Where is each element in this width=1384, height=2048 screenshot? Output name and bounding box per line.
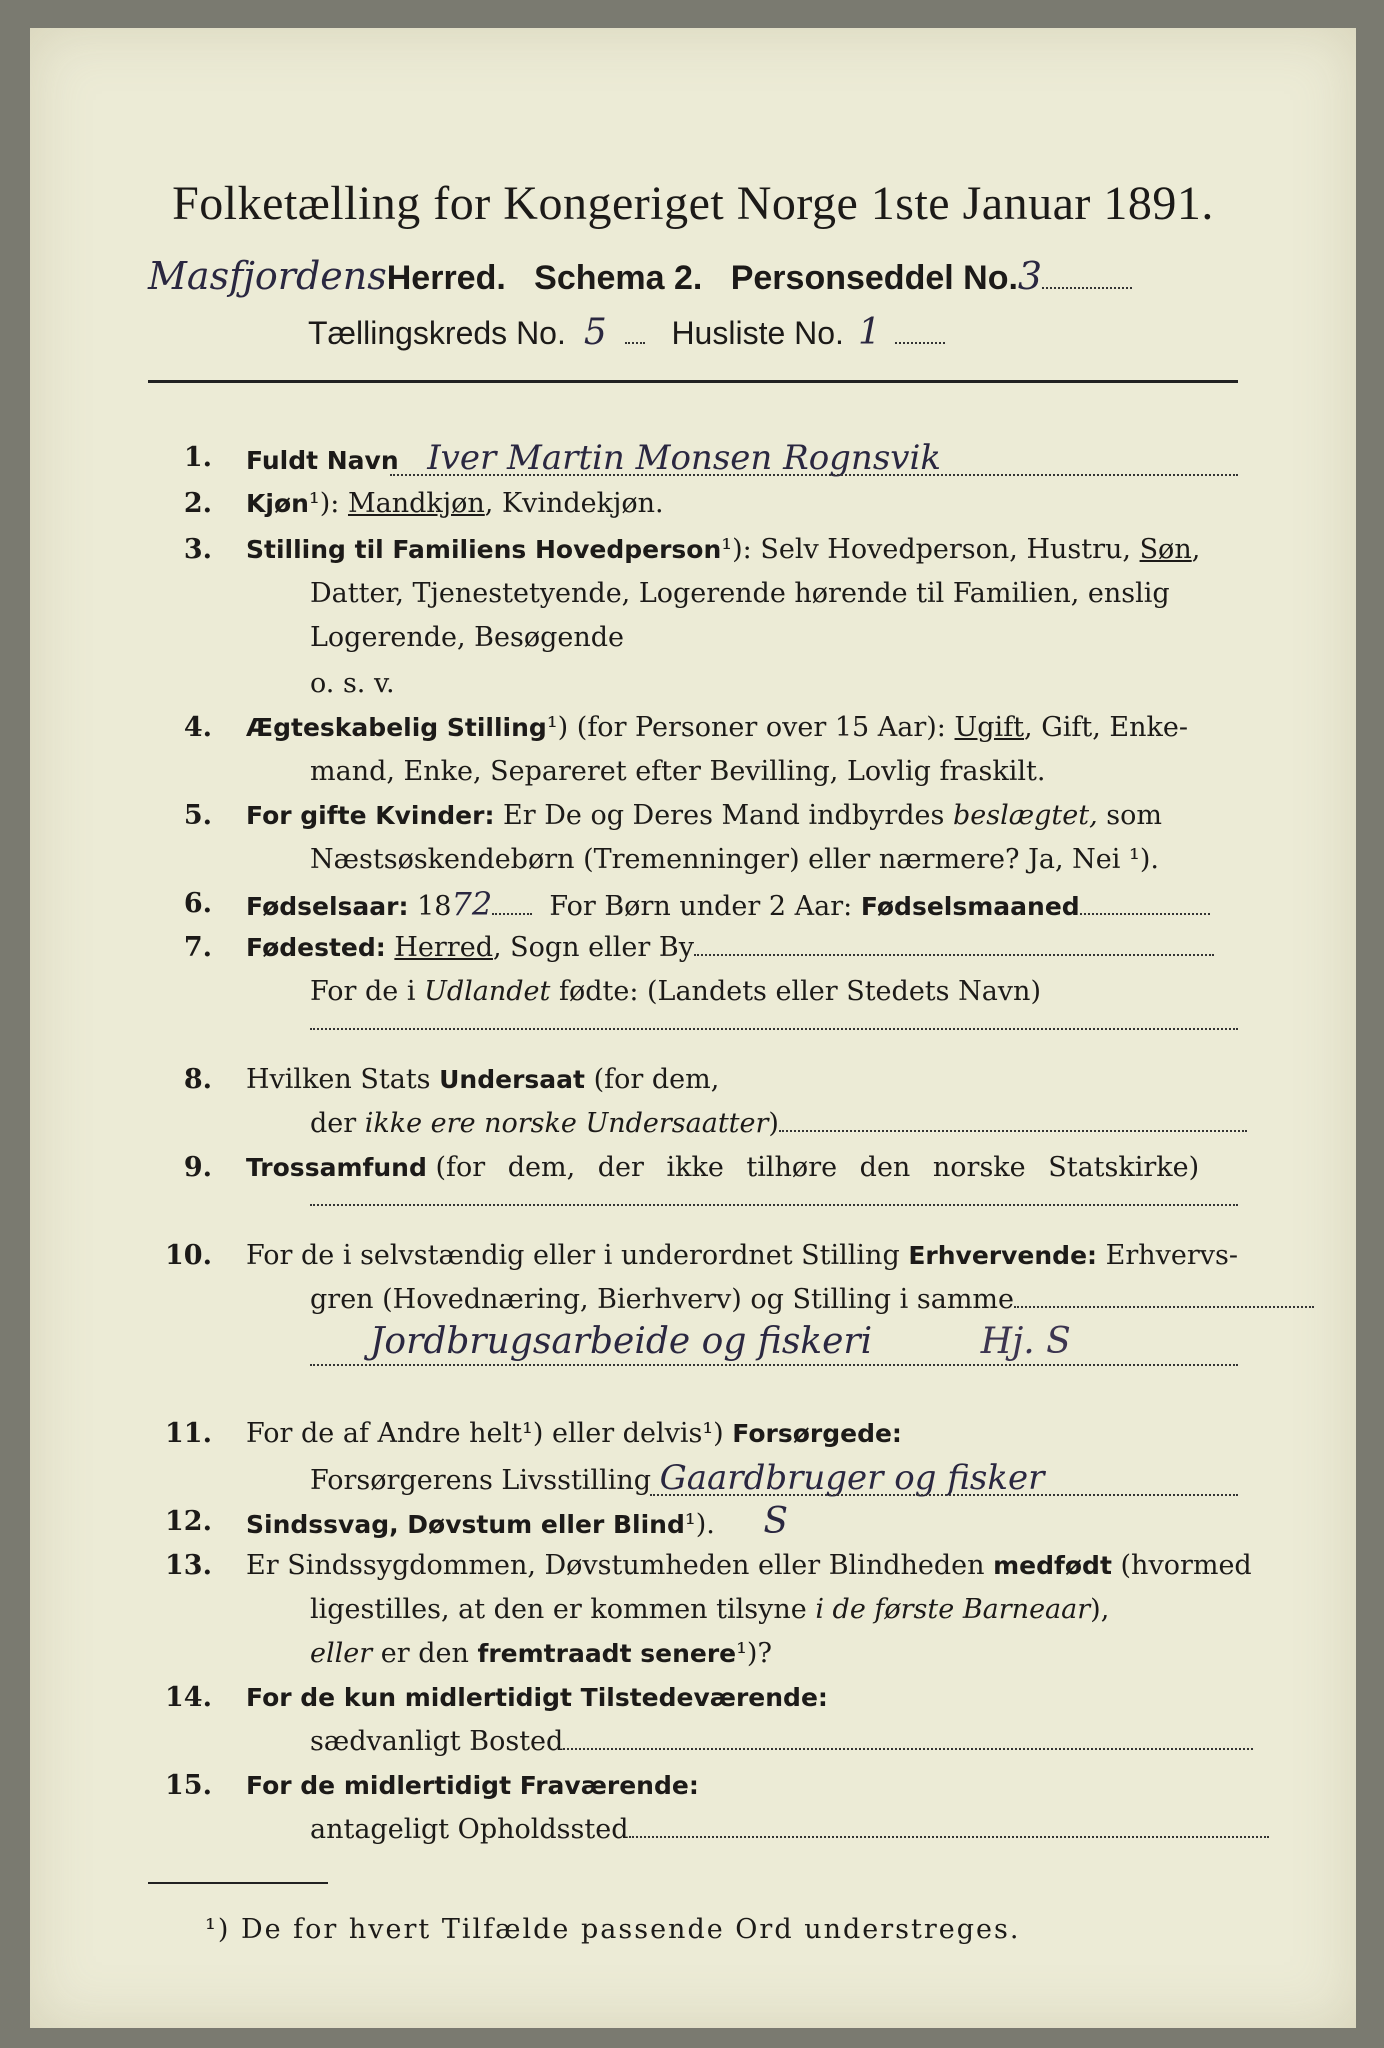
- item-number: 5.: [183, 800, 212, 831]
- kreds-label: Tællingskreds No.: [308, 315, 566, 351]
- birth-month-label: Fødselsmaaned: [860, 892, 1080, 921]
- dotted-fill: [779, 1112, 1247, 1132]
- item-12: [246, 1501, 789, 1542]
- item-11-line2: [310, 1458, 1045, 1498]
- provider-occupation-label: Forsørgerens Livsstilling: [310, 1465, 652, 1496]
- sex-option-male: Mandkjøn: [347, 488, 485, 519]
- birthplace-options: , Sogn eller By: [492, 932, 694, 963]
- temporary-present-label: For de kun midlertidigt Tilstedeværende:: [246, 1683, 828, 1712]
- sex-option-female: , Kvindekjøn.: [484, 488, 664, 519]
- married-women-question: Er De og Deres Mand indbyrdes: [503, 800, 945, 831]
- full-name-answer: Iver Martin Monsen Rognsvik: [427, 438, 941, 478]
- item-14-line2: [310, 1726, 1253, 1758]
- dependent-label: Forsørgede:: [732, 1419, 902, 1448]
- abroad-text: For de i: [310, 976, 416, 1007]
- dotted-fill: [390, 474, 1238, 476]
- birth-year-answer: 72: [451, 885, 493, 923]
- item-11: [246, 1418, 902, 1450]
- form-title: Folketælling for Kongeriget Norge 1ste Januar 1891.: [172, 177, 1214, 230]
- abroad-italic: Udlandet: [424, 976, 551, 1007]
- item-15: [246, 1770, 699, 1802]
- item-3-line3: Logerende, Besøgende: [310, 622, 624, 653]
- dotted-fill: [1014, 1288, 1314, 1308]
- item-8-line2: der ikke ere norske Undersaatter): [310, 1108, 1247, 1140]
- citizenship-italic: ikke ere norske Undersaatter: [364, 1108, 769, 1139]
- provider-occupation-answer: Gaardbruger og fisker: [659, 1458, 1045, 1498]
- temporary-absent-label: For de midlertidigt Fraværende:: [246, 1771, 699, 1800]
- item-13-line2: ligestilles, at den er kommen tilsyne i de første Barneaar),: [310, 1594, 1110, 1625]
- item-4-line2: mand, Enke, Separeret efter Bevilling, Lovlig fraskilt.: [310, 756, 1046, 787]
- religion-label: Trossamfund: [246, 1153, 427, 1182]
- later-onset-label: fremtraadt senere: [477, 1639, 737, 1668]
- footnote-ref: ¹):: [721, 534, 752, 565]
- item-10-line3: [310, 1321, 1071, 1362]
- item-4: [246, 712, 1188, 744]
- item-8: [246, 1064, 719, 1096]
- item-number: 14.: [165, 1682, 212, 1713]
- item-9: [246, 1152, 1199, 1184]
- birthplace-label: Fødested:: [246, 933, 386, 962]
- marital-status-note: (for Personer over 15 Aar):: [576, 712, 946, 743]
- item-5-line2: Næstsøskendebørn (Tremenninger) eller nærmere? Ja, Nei ¹).: [310, 844, 1159, 875]
- birth-year-label: Fødselsaar:: [246, 892, 409, 921]
- congenital-text-3: ligestilles, at den er kommen tilsyne: [310, 1594, 807, 1625]
- item-number: 12.: [165, 1506, 212, 1537]
- dotted-fill: [563, 1730, 1253, 1750]
- item-number: 4.: [183, 712, 212, 743]
- dependent-text: For de af Andre helt: [246, 1418, 523, 1449]
- citizenship-text-2: (for dem,: [593, 1064, 720, 1095]
- item-number: 11.: [165, 1418, 212, 1449]
- married-women-label: For gifte Kvinder:: [246, 801, 495, 830]
- married-women-text: som: [1106, 800, 1162, 831]
- birthplace-herred: Herred: [394, 932, 493, 963]
- birth-month-note: For Børn under 2 Aar:: [549, 891, 853, 922]
- occupation-answer: Jordbrugsarbeide og fiskeri: [370, 1321, 873, 1362]
- item-number: 15.: [165, 1770, 212, 1801]
- dotted-fill: [625, 324, 645, 344]
- dotted-fill: [492, 895, 532, 915]
- occupation-code: Hj. S: [980, 1321, 1071, 1362]
- congenital-label: medfødt: [993, 1551, 1112, 1580]
- item-number: 1.: [183, 442, 212, 473]
- citizenship-label: Undersaat: [439, 1065, 585, 1094]
- congenital-italic-2: eller: [310, 1638, 373, 1669]
- footnote-ref: ¹).: [684, 1509, 715, 1540]
- occupation-text-2: Erhvervs-: [1105, 1240, 1239, 1271]
- abroad-text-2: fødte: (Landets eller Stedets Navn): [558, 976, 1041, 1007]
- herred-handwritten: Masfjordens: [148, 254, 387, 298]
- item-3: Stilling til Familiens Hovedperson¹): Selv Hovedperson, Hustru, Søn,: [246, 534, 1201, 565]
- kreds-line: [148, 312, 1238, 353]
- item-number: 8.: [183, 1064, 212, 1095]
- full-name-label: Fuldt Navn: [246, 446, 399, 475]
- congenital-italic: i de første Barneaar: [815, 1594, 1091, 1625]
- occupation-text: For de i selvstændig eller i underordnet Stilling: [246, 1240, 900, 1271]
- item-6: [246, 885, 1210, 923]
- sex-label: Kjøn: [246, 489, 309, 518]
- birth-year-prefix: 18: [417, 891, 452, 922]
- dotted-fill: [694, 936, 1214, 956]
- personseddel-label: Personseddel No.: [730, 259, 1018, 297]
- marital-status-options: , Gift, Enke-: [1024, 712, 1188, 743]
- item-1: [246, 438, 941, 478]
- item-number: 6.: [183, 888, 212, 919]
- congenital-text-2: (hvormed: [1120, 1550, 1252, 1581]
- item-number: 9.: [183, 1152, 212, 1183]
- usual-residence-label: sædvanligt Bosted: [310, 1726, 564, 1757]
- item-number: 3.: [183, 534, 212, 565]
- item-10: [246, 1240, 1238, 1272]
- marital-status-unmarried: Ugift: [954, 712, 1025, 743]
- footnote-ref: ¹): [702, 1418, 724, 1449]
- dotted-fill: [1080, 895, 1210, 915]
- dotted-fill: [895, 324, 945, 344]
- citizenship-text: Hvilken Stats: [246, 1064, 431, 1095]
- dotted-fill: [650, 1494, 1238, 1496]
- congenital-text: Er Sindssygdommen, Døvstumheden eller Blindheden: [246, 1550, 985, 1581]
- occupation-text-3: gren (Hovednæring, Bierhverv) og Stilling i samme: [310, 1284, 1015, 1315]
- citizenship-text-3: der: [310, 1108, 357, 1139]
- census-form: [30, 28, 1356, 2028]
- item-number: 2.: [183, 488, 212, 519]
- item-number: 13.: [165, 1550, 212, 1581]
- husliste-number: 1: [857, 312, 881, 353]
- married-women-related: beslægtet,: [952, 800, 1098, 831]
- item-3-line4: o. s. v.: [310, 668, 395, 699]
- item-number: 10.: [165, 1240, 212, 1271]
- footnote-ref: ¹)?: [736, 1638, 772, 1669]
- item-15-line2: [310, 1814, 1269, 1846]
- item-14: [246, 1682, 828, 1714]
- dotted-fill: [629, 1818, 1269, 1838]
- footnote: ¹) De for hvert Tilfælde passende Ord understreges.: [205, 1914, 1021, 1945]
- footnote-ref: ¹): [522, 1418, 544, 1449]
- item-3-line2: Datter, Tjenestetyende, Logerende hørende til Familien, enslig: [310, 578, 1170, 609]
- husliste-label: Husliste No.: [671, 315, 844, 351]
- occupation-label: Erhvervende:: [908, 1241, 1098, 1270]
- congenital-text-4: er den: [380, 1638, 469, 1669]
- schema-label: Schema 2.: [534, 259, 703, 297]
- family-position-label: Stilling til Familiens Hovedperson: [246, 535, 722, 564]
- footnote-ref: ¹): [546, 712, 569, 743]
- item-13: [246, 1550, 1252, 1582]
- footnote-rule: [148, 1882, 328, 1884]
- dotted-fill: [310, 1028, 1238, 1030]
- marital-status-label: Ægteskabelig Stilling: [246, 713, 547, 742]
- dotted-fill: [1042, 269, 1132, 289]
- personseddel-number: 3: [1017, 254, 1043, 298]
- family-position-options: Selv Hovedperson, Hustru,: [760, 534, 1131, 565]
- item-13-line3: [310, 1638, 772, 1670]
- probable-residence-label: antageligt Opholdssted: [310, 1814, 629, 1845]
- item-2: [246, 488, 664, 520]
- religion-note: (for dem, der ikke tilhøre den norske Statskirke): [435, 1152, 1200, 1183]
- footnote-ref: ¹):: [308, 488, 340, 519]
- item-7: [246, 932, 1214, 964]
- header-rule: [148, 380, 1238, 383]
- kreds-number: 5: [583, 312, 607, 353]
- form-subheader: [148, 254, 1238, 298]
- disability-label: Sindssvag, Døvstum eller Blind: [246, 1510, 685, 1539]
- family-position-son: Søn: [1139, 534, 1192, 565]
- item-number: 7.: [183, 932, 212, 963]
- item-5: [246, 800, 1162, 832]
- dotted-fill: [310, 1364, 1238, 1366]
- item-10-line2: [310, 1284, 1314, 1316]
- dependent-text-2: eller delvis: [551, 1418, 703, 1449]
- herred-label: Herred.: [386, 259, 506, 297]
- item-7-line2: [310, 976, 1041, 1008]
- disability-answer: S: [763, 1501, 789, 1542]
- dotted-fill: [310, 1204, 1238, 1206]
